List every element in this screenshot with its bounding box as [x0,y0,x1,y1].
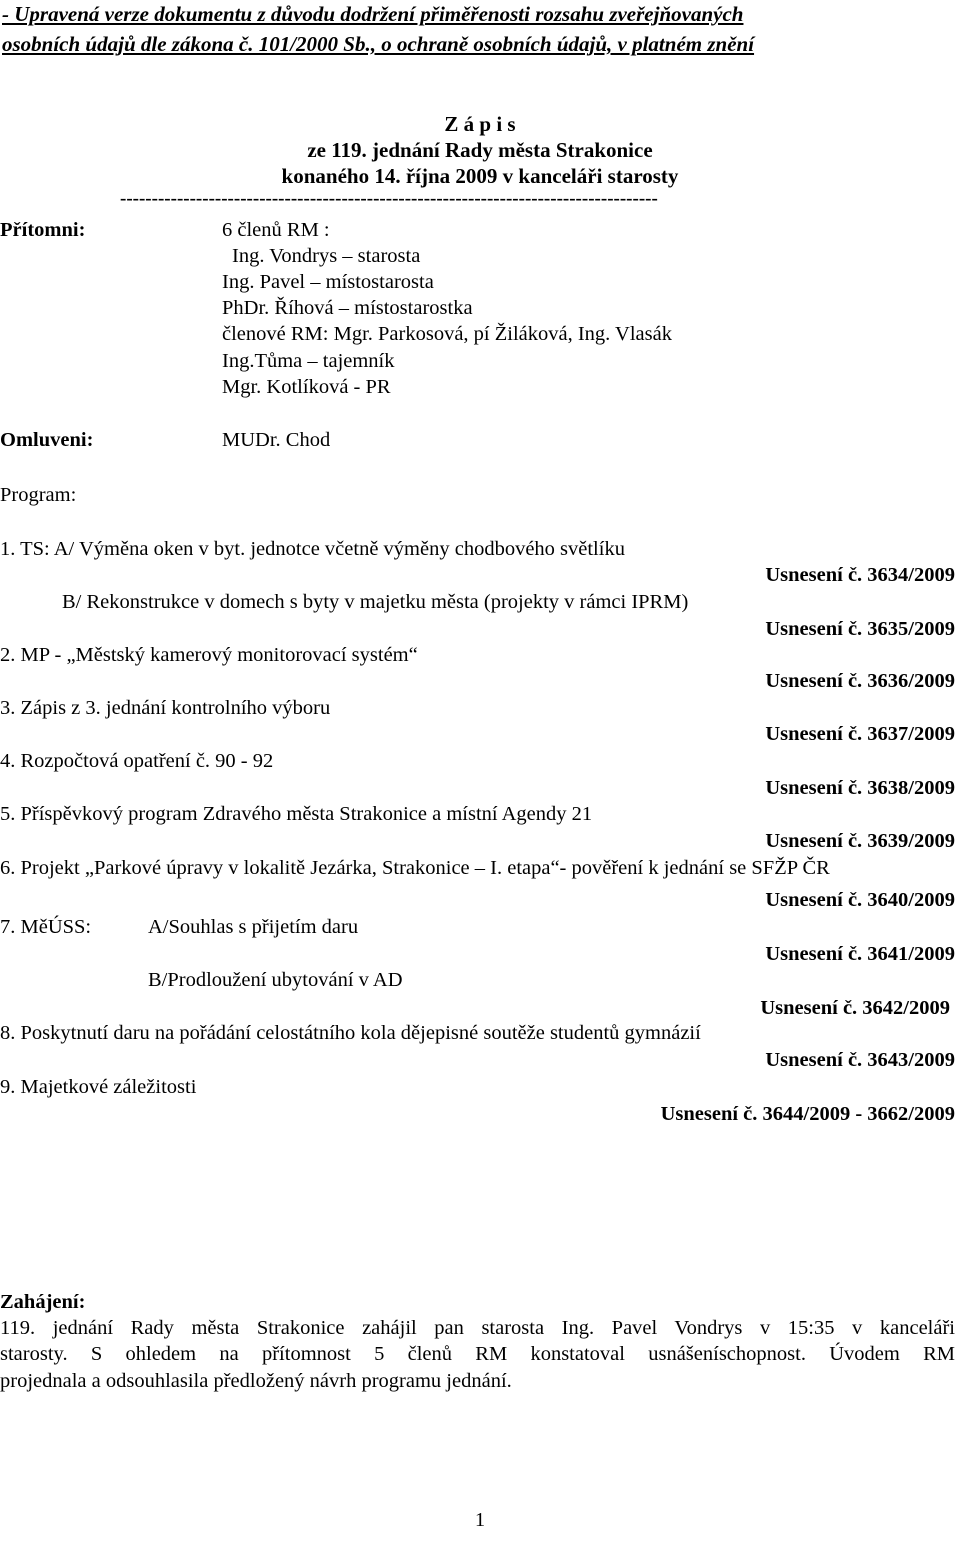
resolution-number: Usnesení č. 3644/2009 - 3662/2009 [660,1103,955,1125]
resolution-number: Usnesení č. 3642/2009 [760,997,950,1019]
meeting-line: ze 119. jednání Rady města Strakonice [307,138,653,162]
present-count: 6 členů RM : [222,219,330,241]
program-item: 8. Poskytnutí daru na pořádání celostátního kola dějepisné soutěže studentů gymnázií [0,1022,701,1044]
separator-line [120,192,836,206]
present-member: PhDr. Říhová – místostarostka [222,297,473,319]
program-item: 3. Zápis z 3. jednání kontrolního výboru [0,697,331,719]
privacy-notice-line-2: osobních údajů dle zákona č. 101/2000 Sb., o ochraně osobních údajů, v platném znění [2,32,755,56]
resolution-number: Usnesení č. 3640/2009 [765,889,955,911]
program-item: 4. Rozpočtová opatření č. 90 - 92 [0,750,274,772]
present-member: členové RM: Mgr. Parkosová, pí Žiláková, Ing. Vlasák [222,323,672,345]
present-member: Ing.Tůma – tajemník [222,350,395,372]
opening-paragraph-line: starosty. S ohledem na přítomnost 5 členů RM konstatoval usnášeníschopnost. Úvodem RM [0,1343,955,1365]
resolution-number: Usnesení č. 3639/2009 [765,830,955,852]
resolution-number: Usnesení č. 3637/2009 [765,723,955,745]
present-label: Přítomni: [0,219,86,241]
privacy-notice-line-1: - Upravená verze dokumentu z důvodu dodržení přiměřenosti rozsahu zveřejňovaných [2,2,744,26]
excused-member: MUDr. Chod [222,429,331,451]
program-item: 1. TS: A/ Výměna oken v byt. jednotce včetně výměny chodbového světlíku [0,538,625,560]
document-title: Z á p i s [444,112,516,136]
program-item: 5. Příspěvkový program Zdravého města Strakonice a místní Agendy 21 [0,803,593,825]
opening-paragraph-line: projednala a odsouhlasila předložený návrh programu jednání. [0,1370,512,1392]
page-number: 1 [474,1509,486,1531]
resolution-number: Usnesení č. 3643/2009 [765,1049,955,1071]
program-label: Program: [0,484,77,506]
meeting-date-line: konaného 14. října 2009 v kanceláři starosty [281,164,679,188]
resolution-number: Usnesení č. 3641/2009 [765,943,955,965]
opening-paragraph-line: 119. jednání Rady města Strakonice zahájil pan starosta Ing. Pavel Vondrys v 15:35 v kanceláři [0,1317,955,1339]
opening-label: Zahájení: [0,1291,86,1313]
resolution-number: Usnesení č. 3635/2009 [765,618,955,640]
program-item: B/ Rekonstrukce v domech s byty v majetku města (projekty v rámci IPRM) [62,591,689,613]
resolution-number: Usnesení č. 3638/2009 [765,777,955,799]
resolution-number: Usnesení č. 3636/2009 [765,670,955,692]
present-member: Ing. Pavel – místostarosta [222,271,434,293]
program-item: B/Prodloužení ubytování v AD [148,969,403,991]
present-member: Mgr. Kotlíková - PR [222,376,391,398]
present-member: Ing. Vondrys – starosta [232,245,421,267]
program-item: 9. Majetkové záležitosti [0,1076,197,1098]
program-item: 2. MP - „Městský kamerový monitorovací systém“ [0,644,418,666]
separator-dashes: ------------------------------------------------------------------------------------- [120,192,658,206]
program-item-prefix: 7. MěÚSS: [0,916,92,938]
program-item: A/Souhlas s přijetím daru [148,916,359,938]
excused-label: Omluveni: [0,429,94,451]
program-item: 6. Projekt „Parkové úpravy v lokalitě Jezárka, Strakonice – I. etapa“- pověření k jednání se SFŽP ČR [0,857,830,879]
resolution-number: Usnesení č. 3634/2009 [765,564,955,586]
